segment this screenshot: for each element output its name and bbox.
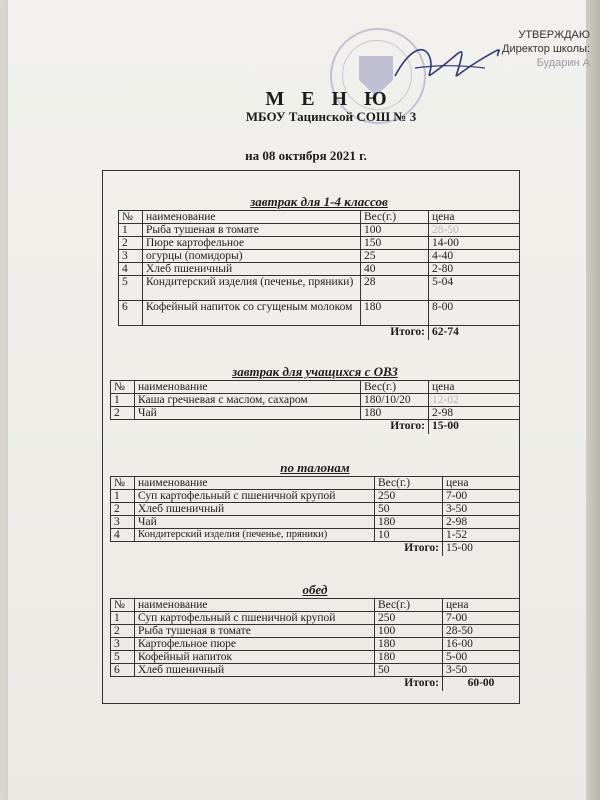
- row-num: 1: [111, 490, 135, 503]
- school-name: МБОУ Тацинской СОШ № 3: [245, 109, 417, 124]
- row-price: 1-52: [443, 529, 520, 542]
- row-name: Хлеб пшеничный: [143, 263, 361, 276]
- row-weight: 180: [361, 407, 429, 420]
- row-name: Суп картофельный с пшеничной крупой: [135, 490, 375, 503]
- row-name: Каша гречневая с маслом, сахаром: [135, 394, 361, 407]
- row-num: 1: [119, 224, 143, 237]
- row-price: 12-02: [429, 394, 520, 407]
- table-header-row: [111, 381, 520, 394]
- table-row: [119, 224, 520, 237]
- row-price: 14-00: [429, 237, 520, 250]
- table-row: [111, 503, 520, 516]
- row-name: Чай: [135, 407, 361, 420]
- total-value: 62-74: [429, 326, 520, 341]
- section-title: завтрак для учащихся с ОВЗ: [232, 364, 398, 379]
- row-num: 5: [111, 651, 135, 664]
- row-num: 4: [111, 529, 135, 542]
- approval-label: УТВЕРЖДАЮ: [518, 29, 590, 41]
- row-name: Кондитерский изделия (печенье, пряники): [143, 276, 361, 301]
- menu-date: на 08 октября 2021 г.: [245, 148, 367, 163]
- row-weight: 25: [361, 250, 429, 263]
- row-num: 2: [119, 237, 143, 250]
- approval-name: Бударин А: [536, 57, 590, 69]
- table-header-row: [119, 211, 520, 224]
- row-weight: 50: [375, 503, 443, 516]
- total-value: 60-00: [443, 677, 520, 692]
- col-num-header: №: [119, 211, 143, 224]
- row-num: 6: [111, 664, 135, 677]
- row-price: 28-50: [429, 224, 520, 237]
- table-row: [119, 276, 520, 301]
- menu-table: [110, 380, 520, 434]
- col-price-header: цена: [443, 599, 520, 612]
- table-row: [111, 516, 520, 529]
- row-num: 4: [119, 263, 143, 276]
- row-num: 1: [111, 394, 135, 407]
- table-row: [119, 250, 520, 263]
- total-label: Итого:: [111, 542, 443, 557]
- row-weight: 10: [375, 529, 443, 542]
- section-lunch: [110, 582, 520, 691]
- total-row: [111, 677, 520, 692]
- row-price: 2-98: [443, 516, 520, 529]
- row-name: Хлеб пшеничный: [135, 503, 375, 516]
- row-weight: 100: [375, 625, 443, 638]
- total-label: Итого:: [111, 420, 429, 435]
- row-price: 4-40: [429, 250, 520, 263]
- col-price-header: цена: [429, 381, 520, 394]
- table-row: [111, 664, 520, 677]
- row-num: 6: [119, 301, 143, 326]
- row-weight: 180: [375, 651, 443, 664]
- row-price: 16-00: [443, 638, 520, 651]
- row-num: 2: [111, 625, 135, 638]
- col-num-header: №: [111, 599, 135, 612]
- menu-table: [110, 598, 520, 691]
- table-header-row: [111, 477, 520, 490]
- row-price: 28-50: [443, 625, 520, 638]
- total-row: [111, 420, 520, 435]
- col-weight-header: Вес(г.): [375, 477, 443, 490]
- col-weight-header: Вес(г.): [375, 599, 443, 612]
- row-name: Рыба тушеная в томате: [143, 224, 361, 237]
- section-breakfast-ovz: [110, 364, 520, 434]
- row-price: 8-00: [429, 301, 520, 326]
- row-name: Чай: [135, 516, 375, 529]
- col-name-header: наименование: [143, 211, 361, 224]
- row-weight: 40: [361, 263, 429, 276]
- row-weight: 28: [361, 276, 429, 301]
- table-row: [119, 301, 520, 326]
- row-name: Картофельное пюре: [135, 638, 375, 651]
- table-row: [119, 263, 520, 276]
- approval-position: Директор школы:: [502, 43, 590, 55]
- total-row: [111, 542, 520, 557]
- table-row: [111, 651, 520, 664]
- table-row: [111, 529, 520, 542]
- col-name-header: наименование: [135, 381, 361, 394]
- row-price: 7-00: [443, 612, 520, 625]
- row-num: 5: [119, 276, 143, 301]
- row-name: Суп картофельный с пшеничной крупой: [135, 612, 375, 625]
- row-num: 2: [111, 503, 135, 516]
- menu-table: [118, 210, 520, 340]
- total-value: 15-00: [443, 542, 520, 557]
- table-row: [119, 237, 520, 250]
- row-weight: 100: [361, 224, 429, 237]
- section-breakfast-1-4: [118, 194, 520, 340]
- col-weight-header: Вес(г.): [361, 211, 429, 224]
- page-title: М Е Н Ю: [265, 88, 393, 110]
- table-row: [111, 625, 520, 638]
- row-num: 1: [111, 612, 135, 625]
- section-title: по талонам: [280, 460, 350, 475]
- row-name: Хлеб пшеничный: [135, 664, 375, 677]
- row-name: Кофейный напиток: [135, 651, 375, 664]
- col-price-header: цена: [443, 477, 520, 490]
- col-price-header: цена: [429, 211, 520, 224]
- table-row: [111, 394, 520, 407]
- col-name-header: наименование: [135, 477, 375, 490]
- row-name: огурцы (помидоры): [143, 250, 361, 263]
- row-weight: 150: [361, 237, 429, 250]
- row-weight: 50: [375, 664, 443, 677]
- section-title: завтрак для 1-4 классов: [250, 194, 388, 209]
- row-weight: 250: [375, 490, 443, 503]
- approval-block: [450, 28, 590, 70]
- table-row: [111, 407, 520, 420]
- section-coupons: [110, 460, 520, 556]
- row-num: 3: [119, 250, 143, 263]
- total-label: Итого:: [111, 677, 443, 692]
- row-price: 2-80: [429, 263, 520, 276]
- col-num-header: №: [111, 381, 135, 394]
- table-row: [111, 638, 520, 651]
- row-weight: 250: [375, 612, 443, 625]
- table-header-row: [111, 599, 520, 612]
- table-row: [111, 490, 520, 503]
- row-num: 3: [111, 638, 135, 651]
- row-price: 2-98: [429, 407, 520, 420]
- row-weight: 180: [375, 638, 443, 651]
- table-row: [111, 612, 520, 625]
- row-weight: 180: [361, 301, 429, 326]
- menu-table: [110, 476, 520, 556]
- row-price: 5-04: [429, 276, 520, 301]
- row-num: 2: [111, 407, 135, 420]
- row-price: 3-50: [443, 664, 520, 677]
- row-name: Кофейный напиток со сгущеным молоком: [143, 301, 361, 326]
- row-name: Рыба тушеная в томате: [135, 625, 375, 638]
- total-value: 15-00: [429, 420, 520, 435]
- row-price: 5-00: [443, 651, 520, 664]
- row-price: 7-00: [443, 490, 520, 503]
- total-row: [119, 326, 520, 341]
- row-weight: 180: [375, 516, 443, 529]
- row-weight: 180/10/20: [361, 394, 429, 407]
- row-name: Кондитерский изделия (печенье, пряники): [135, 529, 375, 542]
- total-label: Итого:: [119, 326, 429, 341]
- row-price: 3-50: [443, 503, 520, 516]
- row-name: Пюре картофельное: [143, 237, 361, 250]
- col-num-header: №: [111, 477, 135, 490]
- row-num: 3: [111, 516, 135, 529]
- section-title: обед: [302, 582, 328, 597]
- col-name-header: наименование: [135, 599, 375, 612]
- col-weight-header: Вес(г.): [361, 381, 429, 394]
